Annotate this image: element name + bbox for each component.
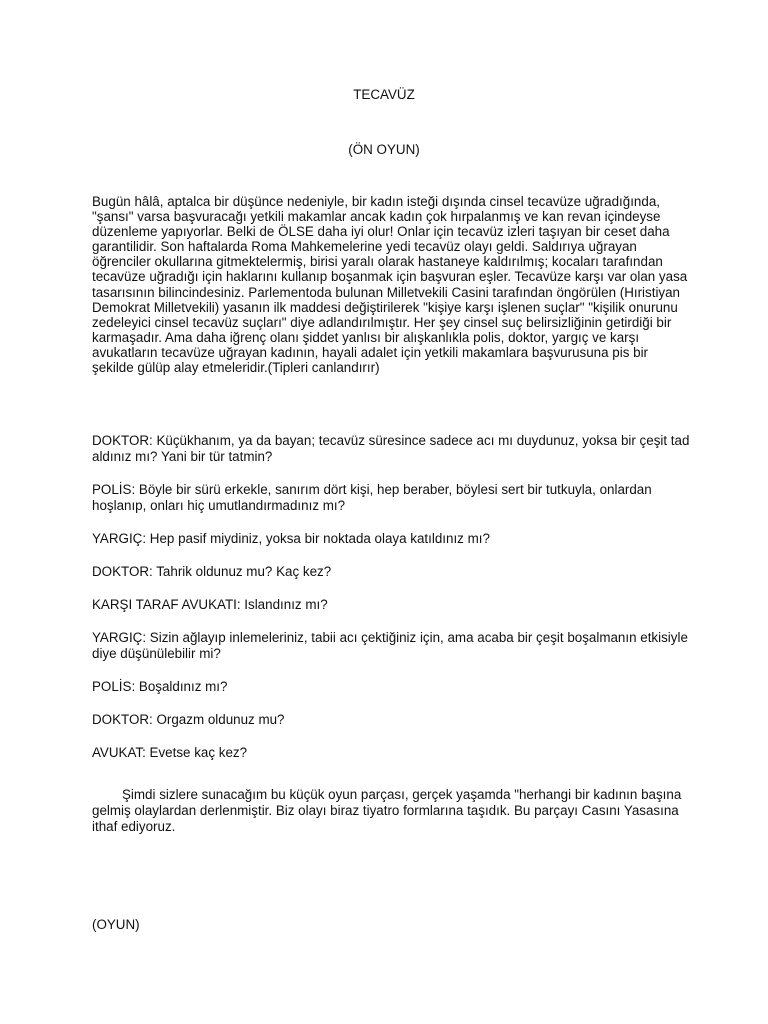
dialogue-line: KARŞI TARAF AVUKATI: Islandınız mı? <box>92 597 328 612</box>
dialogue-line: POLİS: Böyle bir sürü erkekle, sanırım dört kişi, hep beraber, böylesi sert bir tutkuyla, onlardan hoşlanıp, onları hiç umutlandırmadınız mı? <box>92 482 652 513</box>
outro-paragraph: Şimdi sizlere sunacağım bu küçük oyun parçası, gerçek yaşamda "herhangi bir kadının başına gelmiş olaylardan derlenmiştir. Biz olayı biraz tiyatro formlarına taşıdık. Bu parçayı Casını Yasasına ithaf ediyoruz. <box>92 787 682 834</box>
dialogue-line: AVUKAT: Evetse kaç kez? <box>92 745 248 760</box>
section-heading: (OYUN) <box>92 917 140 932</box>
dialogue-line: DOKTOR: Küçükhanım, ya da bayan; tecavüz süresince sadece acı mı duydunuz, yoksa bir çeşit tad aldınız mı? Yani bir tür tatmin? <box>92 433 690 464</box>
dialogue-line: POLİS: Boşaldınız mı? <box>92 679 228 694</box>
document-title: TECAVÜZ <box>353 87 415 102</box>
dialogue-line: YARGIÇ: Sizin ağlayıp inlemeleriniz, tabii acı çektiğiniz için, ama acaba bir çeşit boşalmanın etkisiyle diye düşünülebilir mi? <box>92 630 688 661</box>
dialogue-section <box>92 433 692 778</box>
dialogue-line: YARGIÇ: Hep pasif miydiniz, yoksa bir noktada olaya katıldınız mı? <box>92 531 490 546</box>
intro-paragraph: Bugün hâlâ, aptalca bir düşünce nedeniyle, bir kadın isteği dışında cinsel tecavüze uğradığında, "şansı" varsa başvuracağı yetkili makamlar ancak kadın çok hırpalanmış ve kan revan içindeyse düzenleme yapıyorlar. Belki de ÖLSE daha iyi olur! Onlar için tecavüz izleri taşıyan bir ceset daha garantilidir. Son haftalarda Roma Mahkemelerine yedi tecavüz olayı geldi. Saldırıya uğrayan öğrenciler okullarına gitmektelermiş, birisi yaralı olarak hastaneye kaldırılmış; kocaları tarafından tecavüze uğradığı için haklarını kullanıp boşanmak için başvuran eşler. Tecavüze karşı var olan yasa tasarısının bilincindesiniz. Parlementoda bulunan Milletvekili Casini tarafından öngörülen (Hıristiyan Demokrat Milletvekili) yasanın ilk maddesi değiştirilerek "kişiye karşı işlenen suçlar" "kişilik onurunu zedeleyici cinsel tecavüz suçları" diye adlandırılmıştır. Her şey cinsel suç belirsizliğinin getirdiği bir karmaşadır. Ama daha iğrenç olanı şiddet yanlısı bir alışkanlıkla polis, doktor, yargıç ve karşı avukatların tecavüze uğrayan kadının, hayali adalet için yetkili makamlara başvurusuna pis bir şekilde gülüp alay etmeleridir.(Tipleri canlandırır) <box>92 194 688 376</box>
dialogue-line: DOKTOR: Orgazm oldunuz mu? <box>92 712 285 727</box>
document-subtitle: (ÖN OYUN) <box>348 142 420 157</box>
dialogue-line: DOKTOR: Tahrik oldunuz mu? Kaç kez? <box>92 564 332 579</box>
